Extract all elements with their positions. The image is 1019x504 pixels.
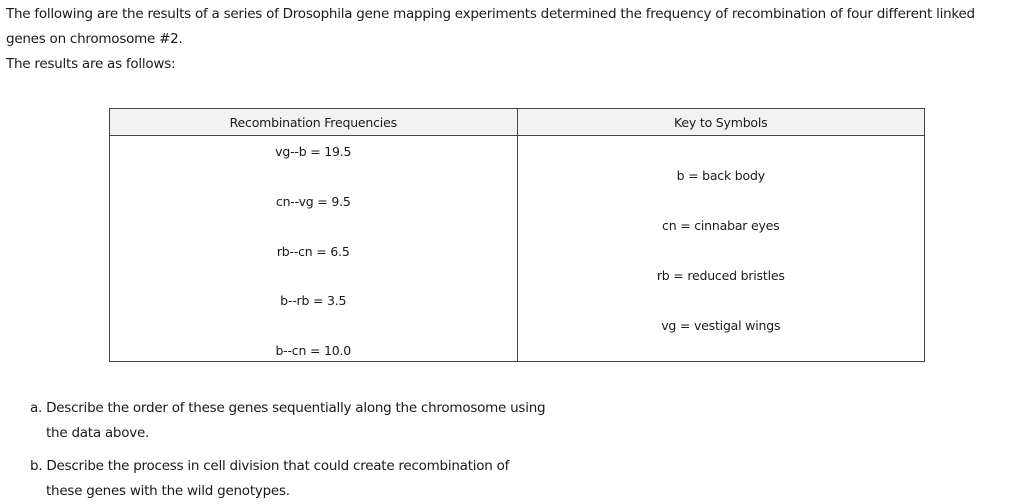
intro-line-2: genes on chromosome #2. (6, 31, 183, 47)
frequency-b-rb: b--rb = 3.5 (280, 293, 347, 308)
symbol-b: b = back body (676, 168, 765, 183)
symbol-vg: vg = vestigal wings (661, 318, 781, 333)
symbol-rb: rb = reduced bristles (656, 268, 785, 283)
question-b (30, 454, 545, 504)
gene-data-table (109, 108, 925, 362)
symbol-cn: cn = cinnabar eyes (662, 218, 780, 233)
intro-line-3: The results are as follows: (6, 56, 176, 72)
symbols-column (518, 136, 925, 361)
frequencies-column (110, 136, 518, 361)
intro-line-1: The following are the results of a series of Drosophila gene mapping experiments determined the frequency of recombination of four different linked (6, 6, 975, 22)
frequency-rb-cn: rb--cn = 6.5 (276, 244, 350, 259)
frequency-cn-vg: cn--vg = 9.5 (275, 194, 351, 209)
question-b-line-2: these genes with the wild genotypes. (46, 483, 290, 499)
question-a (30, 396, 545, 446)
table-header-row (110, 109, 924, 136)
frequency-b-cn: b--cn = 10.0 (275, 343, 352, 358)
question-b-line-1: b. Describe the process in cell division that could create recombination of (30, 458, 510, 474)
questions (30, 396, 545, 504)
header-key-to-symbols: Key to Symbols (674, 114, 768, 130)
frequency-vg-b: vg--b = 19.5 (275, 144, 352, 159)
table-body (110, 136, 924, 361)
intro-text (6, 2, 1016, 77)
header-recombination-frequencies: Recombination Frequencies (110, 109, 518, 135)
question-a-line-2: the data above. (46, 425, 150, 441)
question-a-line-1: a. Describe the order of these genes sequentially along the chromosome using (30, 400, 546, 416)
